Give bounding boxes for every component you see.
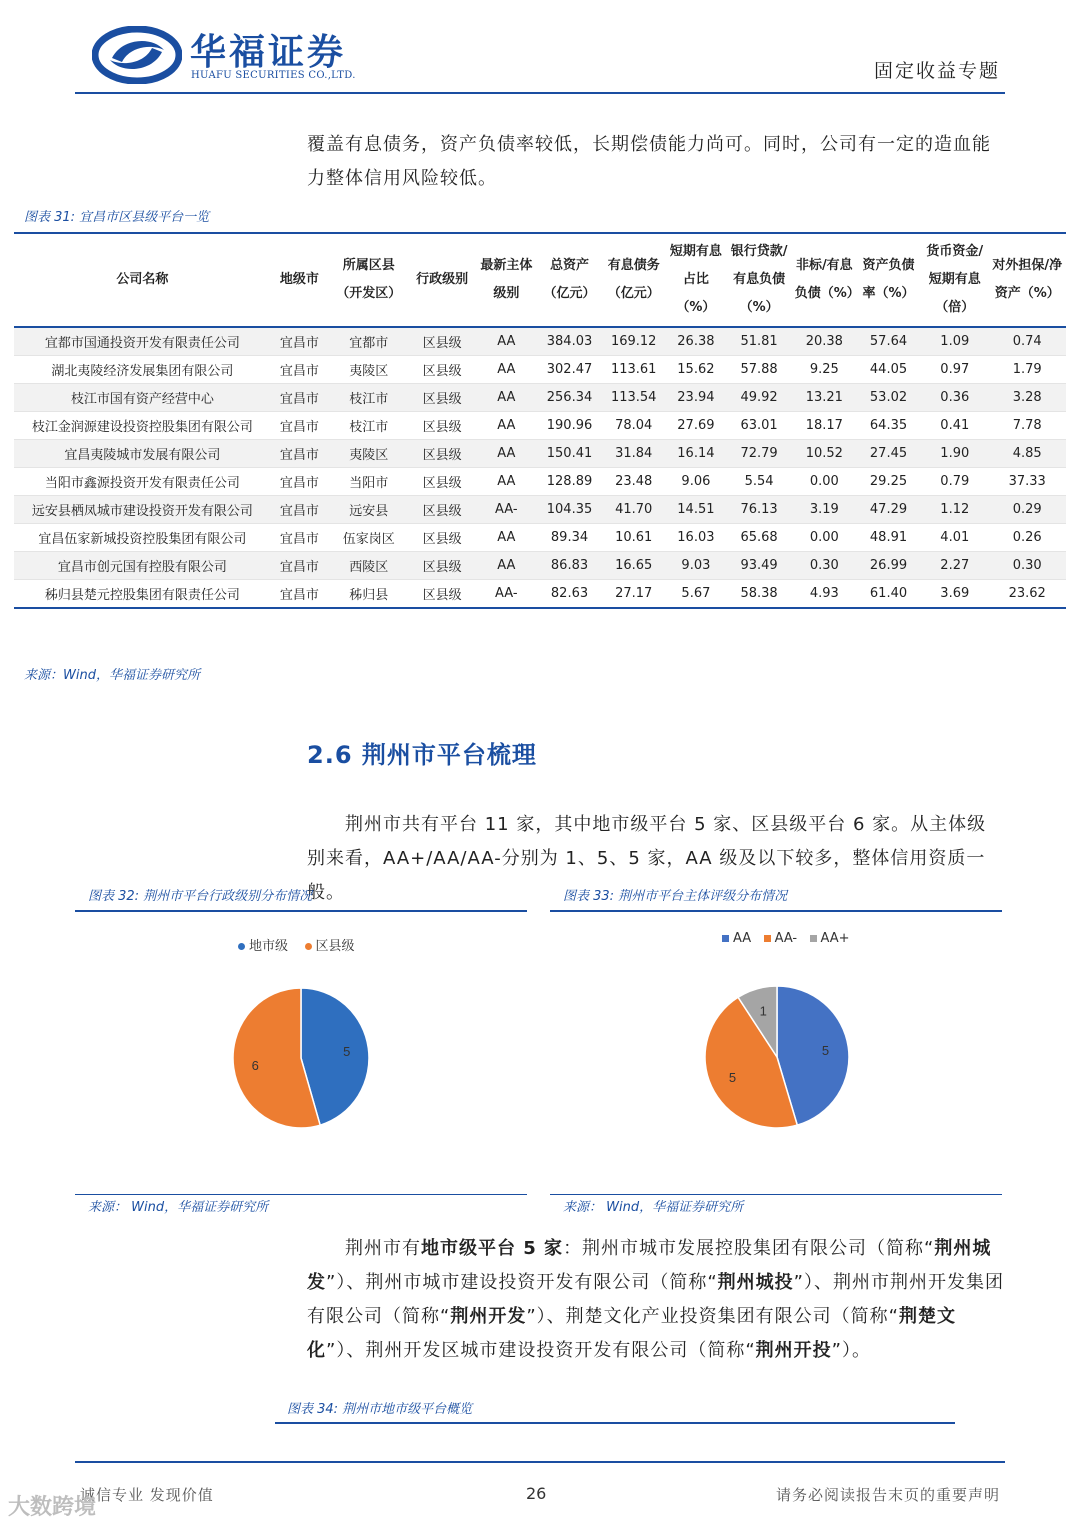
table-row	[14, 468, 1066, 496]
table-cell: 113.61	[601, 356, 666, 384]
table-cell: 16.14	[666, 440, 725, 468]
jingzhou-summary-paragraph: 荆州市共有平台 11 家，其中地市级平台 5 家、区县级平台 6 家。从主体级别来看，AA+/AA/AA-分别为 1、5、5 家，AA 级及以下较多，整体信用资质一般。	[307, 814, 987, 903]
table-cell: 区县级	[410, 356, 475, 384]
table-cell: 16.03	[666, 524, 725, 552]
table-cell: 31.84	[601, 440, 666, 468]
table-cell: 3.69	[921, 580, 988, 609]
table-cell: 区县级	[410, 496, 475, 524]
table-cell: AA	[475, 327, 538, 356]
table-cell: 384.03	[538, 327, 601, 356]
table-cell: 3.28	[988, 384, 1066, 412]
legend-item-county: 区县级	[305, 939, 355, 954]
table-cell: 9.06	[666, 468, 725, 496]
table-cell: 区县级	[410, 552, 475, 580]
legend-swatch-icon	[764, 935, 771, 942]
table-cell: AA	[475, 440, 538, 468]
header-district: 所属区县（开发区）	[336, 258, 402, 301]
table-cell: 23.94	[666, 384, 725, 412]
table-cell: 53.02	[856, 384, 921, 412]
legend-item-city: 地市级	[238, 939, 288, 954]
table-cell: 5.67	[666, 580, 725, 609]
table-cell: 0.29	[988, 496, 1066, 524]
company-name-cell: 当阳市鑫源投资开发有限责任公司	[14, 468, 271, 496]
table-cell: 169.12	[601, 327, 666, 356]
table-cell: 枝江市	[328, 384, 410, 412]
table-cell: 区县级	[410, 580, 475, 609]
brand-name-english: HUAFU SECURITIES CO.,LTD.	[191, 70, 356, 81]
table-cell: 3.19	[793, 496, 856, 524]
table-cell: 宜昌市	[271, 468, 328, 496]
table-cell: AA	[475, 552, 538, 580]
table-cell: 1.79	[988, 356, 1066, 384]
company-name-cell: 枝江金润源建设投资控股集团有限公司	[14, 412, 271, 440]
table-cell: 150.41	[538, 440, 601, 468]
header-debt-ratio: 资产负债率（%）	[862, 258, 915, 301]
company-logo-icon	[92, 26, 182, 84]
chart-32-bottom-rule	[75, 1194, 527, 1195]
table-cell: 27.69	[666, 412, 725, 440]
table-cell: 宜昌市	[271, 356, 328, 384]
company-name-cell: 宜昌夷陵城市发展有限公司	[14, 440, 271, 468]
table-cell: 1.09	[921, 327, 988, 356]
chart-32-pie	[200, 970, 400, 1130]
table-cell: 49.92	[725, 384, 792, 412]
table-cell: 48.91	[856, 524, 921, 552]
legend-swatch-icon	[238, 943, 245, 950]
table-cell: 113.54	[601, 384, 666, 412]
city-level-platforms-paragraph: 荆州市有地市级平台 5 家：荆州市城市发展控股集团有限公司（简称“荆州城发”）、荆州市城市建设投资开发有限公司（简称“荆州城投”）、荆州市荆州开发集团有限公司（简称“荆州开发”）、荆楚文化产业投资集团有限公司（简称“荆楚文化”）、荆州开发区城市建设投资开发有限公司（简称“荆州开投”）。	[307, 1238, 1004, 1361]
header-short-term-ratio: 短期有息占比（%）	[669, 244, 722, 315]
pie-data-label: 6	[251, 1057, 259, 1073]
table-row	[14, 412, 1066, 440]
table-cell: 0.79	[921, 468, 988, 496]
legend-item-aa-plus: AA+	[810, 931, 850, 946]
pie-data-label: 5	[728, 1070, 737, 1086]
table-cell: 宜昌市	[271, 552, 328, 580]
table-cell: 0.97	[921, 356, 988, 384]
header-divider	[75, 92, 1005, 94]
table-cell: 1.90	[921, 440, 988, 468]
table-cell: 89.34	[538, 524, 601, 552]
table-cell: 47.29	[856, 496, 921, 524]
table-cell: 63.01	[725, 412, 792, 440]
table-cell: 41.70	[601, 496, 666, 524]
table-31-caption: 图表 31: 宜昌市区县级平台一览	[24, 210, 210, 225]
table-cell: 2.27	[921, 552, 988, 580]
table-cell: 9.03	[666, 552, 725, 580]
table-31	[14, 232, 1066, 609]
table-cell: 76.13	[725, 496, 792, 524]
company-name-cell: 远安县栖凤城市建设投资开发有限公司	[14, 496, 271, 524]
company-name-cell: 宜昌伍家新城投资控股集团有限公司	[14, 524, 271, 552]
table-cell: 16.65	[601, 552, 666, 580]
table-row	[14, 356, 1066, 384]
table-cell: 伍家岗区	[328, 524, 410, 552]
table-cell: 23.62	[988, 580, 1066, 609]
table-cell: 西陵区	[328, 552, 410, 580]
table-cell: 18.17	[793, 412, 856, 440]
table-cell: 宜昌市	[271, 524, 328, 552]
pie-data-label: 5	[821, 1043, 830, 1059]
header-total-assets: 总资产（亿元）	[543, 258, 596, 301]
table-cell: AA	[475, 468, 538, 496]
chart-32-legend	[238, 935, 355, 954]
table-cell: 57.88	[725, 356, 792, 384]
table-cell: 宜昌市	[271, 440, 328, 468]
table-cell: 远安县	[328, 496, 410, 524]
chart-33-legend	[722, 931, 850, 946]
chart-32-caption: 图表 32: 荆州市平台行政级别分布情况	[88, 889, 313, 904]
section-title: 2.6 荆州市平台梳理	[307, 741, 537, 769]
company-name-cell: 湖北夷陵经济发展集团有限公司	[14, 356, 271, 384]
table-cell: 区县级	[410, 524, 475, 552]
pie-data-label: 5	[343, 1044, 351, 1060]
table-cell: 13.21	[793, 384, 856, 412]
table-cell: 1.12	[921, 496, 988, 524]
table-cell: 82.63	[538, 580, 601, 609]
table-row	[14, 384, 1066, 412]
table-cell: 15.62	[666, 356, 725, 384]
table-cell: 0.00	[793, 524, 856, 552]
table-cell: 23.48	[601, 468, 666, 496]
table-row	[14, 327, 1066, 356]
chart-32-top-rule	[75, 910, 527, 912]
company-name-cell: 秭归县楚元控股集团有限责任公司	[14, 580, 271, 609]
table-cell: AA-	[475, 580, 538, 609]
table-cell: 93.49	[725, 552, 792, 580]
table-cell: 27.45	[856, 440, 921, 468]
table-34-top-rule	[275, 1422, 955, 1424]
table-cell: 4.85	[988, 440, 1066, 468]
table-row	[14, 440, 1066, 468]
legend-swatch-icon	[810, 935, 817, 942]
table-row	[14, 524, 1066, 552]
table-cell: 302.47	[538, 356, 601, 384]
company-name-cell: 枝江市国有资产经营中心	[14, 384, 271, 412]
table-cell: 0.74	[988, 327, 1066, 356]
legend-item-aa-minus: AA-	[764, 931, 798, 946]
chart-33-source: 来源： Wind，华福证券研究所	[563, 1200, 744, 1215]
chart-33-bottom-rule	[550, 1194, 1002, 1195]
table-cell: 区县级	[410, 440, 475, 468]
header-admin-level: 行政级别	[416, 272, 469, 287]
table-cell: 区县级	[410, 384, 475, 412]
table-cell: 104.35	[538, 496, 601, 524]
footer-disclaimer: 请务必阅读报告末页的重要声明	[775, 1486, 1000, 1504]
table-cell: 190.96	[538, 412, 601, 440]
header-interest-debt: 有息债务（亿元）	[607, 258, 660, 301]
report-category: 固定收益专题	[873, 60, 1000, 82]
header-city: 地级市	[279, 272, 319, 287]
header-bank-loan-ratio: 银行贷款/有息负债（%）	[730, 244, 788, 315]
table-cell: 宜都市	[328, 327, 410, 356]
table-cell: 区县级	[410, 412, 475, 440]
chart-32-source: 来源： Wind，华福证券研究所	[88, 1200, 269, 1215]
table-cell: AA	[475, 356, 538, 384]
chart-33-pie	[677, 977, 877, 1137]
table-cell: 宜昌市	[271, 496, 328, 524]
table-cell: 26.99	[856, 552, 921, 580]
table-cell: 10.61	[601, 524, 666, 552]
table-cell: 区县级	[410, 327, 475, 356]
legend-item-aa: AA	[722, 931, 751, 946]
table-cell: 0.36	[921, 384, 988, 412]
header-rating: 最新主体级别	[480, 258, 533, 301]
table-31-source: 来源：Wind，华福证券研究所	[24, 668, 200, 683]
brand-name: 华福证券	[190, 32, 347, 73]
table-row	[14, 580, 1066, 609]
table-cell: 78.04	[601, 412, 666, 440]
table-row	[14, 552, 1066, 580]
company-name-cell: 宜都市国通投资开发有限责任公司	[14, 327, 271, 356]
table-cell: 4.93	[793, 580, 856, 609]
table-cell: 72.79	[725, 440, 792, 468]
table-cell: AA	[475, 412, 538, 440]
footer-divider	[75, 1461, 1005, 1463]
table-cell: 14.51	[666, 496, 725, 524]
table-cell: 58.38	[725, 580, 792, 609]
table-cell: 29.25	[856, 468, 921, 496]
table-34-caption: 图表 34: 荆州市地市级平台概览	[287, 1402, 473, 1417]
company-name-cell: 宜昌市创元国有控股有限公司	[14, 552, 271, 580]
chart-33-top-rule	[550, 910, 1002, 912]
header-cash-coverage: 货币资金/短期有息（倍）	[926, 244, 984, 315]
table-cell: 宜昌市	[271, 412, 328, 440]
table-cell: 10.52	[793, 440, 856, 468]
table-header-row	[14, 233, 1066, 327]
table-cell: 27.17	[601, 580, 666, 609]
table-cell: 128.89	[538, 468, 601, 496]
chart-33-caption: 图表 33: 荆州市平台主体评级分布情况	[563, 889, 788, 904]
table-cell: 5.54	[725, 468, 792, 496]
table-cell: 夷陵区	[328, 440, 410, 468]
table-cell: 宜昌市	[271, 327, 328, 356]
header-company: 公司名称	[116, 272, 169, 287]
table-cell: 7.78	[988, 412, 1066, 440]
table-cell: 宜昌市	[271, 384, 328, 412]
table-cell: 44.05	[856, 356, 921, 384]
footer-slogan: 诚信专业 发现价值	[80, 1486, 214, 1504]
legend-swatch-icon	[722, 935, 729, 942]
table-cell: 枝江市	[328, 412, 410, 440]
table-cell: AA	[475, 384, 538, 412]
table-cell: 4.01	[921, 524, 988, 552]
table-cell: 37.33	[988, 468, 1066, 496]
table-cell: 0.41	[921, 412, 988, 440]
table-cell: 57.64	[856, 327, 921, 356]
table-cell: AA	[475, 524, 538, 552]
table-cell: 9.25	[793, 356, 856, 384]
table-cell: 区县级	[410, 468, 475, 496]
table-cell: 256.34	[538, 384, 601, 412]
table-cell: 0.00	[793, 468, 856, 496]
table-cell: 86.83	[538, 552, 601, 580]
table-cell: AA-	[475, 496, 538, 524]
table-cell: 26.38	[666, 327, 725, 356]
legend-swatch-icon	[305, 943, 312, 950]
table-cell: 0.30	[988, 552, 1066, 580]
table-cell: 0.30	[793, 552, 856, 580]
table-cell: 宜昌市	[271, 580, 328, 609]
header-guarantee-ratio: 对外担保/净资产（%）	[992, 258, 1063, 301]
watermark: 大数跨境	[8, 1495, 97, 1520]
table-cell: 51.81	[725, 327, 792, 356]
table-row	[14, 496, 1066, 524]
table-cell: 秭归县	[328, 580, 410, 609]
table-cell: 65.68	[725, 524, 792, 552]
intro-paragraph: 覆盖有息债务，资产负债率较低，长期偿债能力尚可。同时，公司有一定的造血能力整体信用风险较低。	[307, 134, 991, 189]
table-cell: 61.40	[856, 580, 921, 609]
table-cell: 当阳市	[328, 468, 410, 496]
header-nonstandard-ratio: 非标/有息负债（%）	[794, 258, 860, 301]
page-number: 26	[526, 1484, 547, 1503]
table-cell: 64.35	[856, 412, 921, 440]
table-cell: 0.26	[988, 524, 1066, 552]
pie-data-label: 1	[759, 1003, 767, 1019]
table-cell: 夷陵区	[328, 356, 410, 384]
table-cell: 20.38	[793, 327, 856, 356]
